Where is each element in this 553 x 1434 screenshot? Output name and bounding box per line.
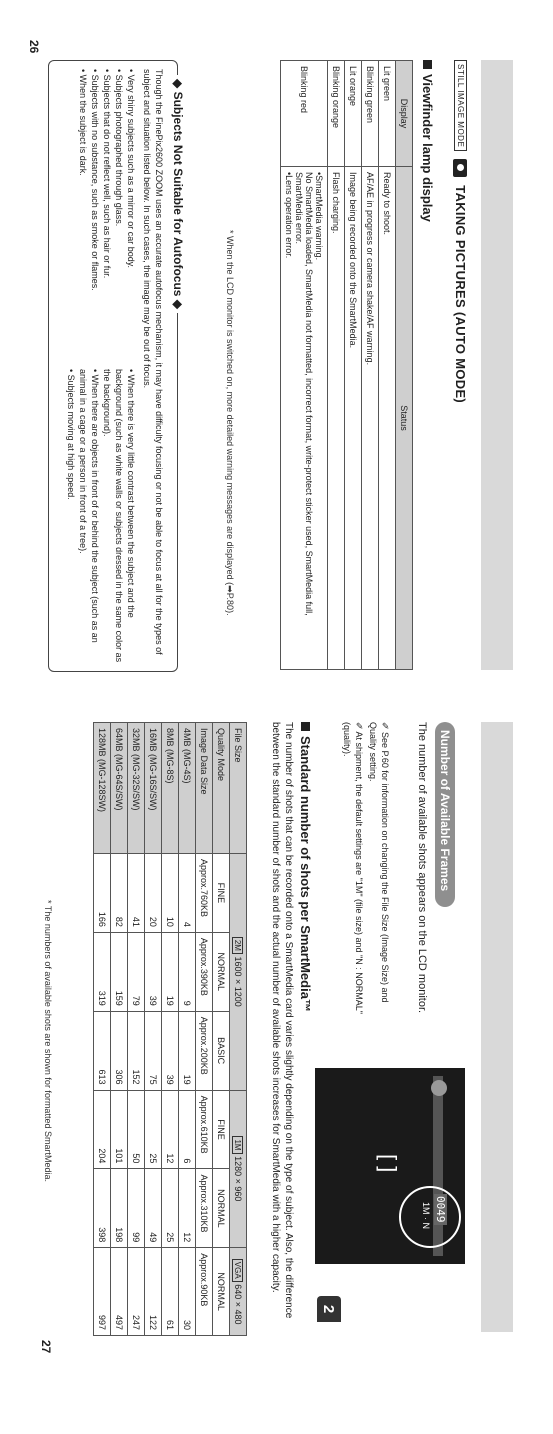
data-size-cell: Approx.610KB — [196, 1090, 213, 1169]
data-size-cell: Approx.760KB — [196, 854, 213, 933]
lcd-mode: 1M · N — [421, 1202, 431, 1229]
shots-cell: 79 — [128, 932, 145, 1011]
autofocus-intro: Though the FinePix2600 ZOOM uses an accurate autofocus mechanism, it may have difficulty focusing or not be able to focus at all for the types of subject and situation listed below. In such cases, the image may be out of focus. — [142, 69, 164, 655]
list-item: • Subjects with no substance, such as smoke or flames. — [90, 69, 100, 291]
table-row — [111, 723, 128, 1336]
shots-cell: 50 — [128, 1090, 145, 1169]
data-size-cell: Approx.90KB — [196, 1248, 213, 1336]
status-cell: Ready to shoot. — [379, 167, 396, 670]
frames-text: The number of available shots appears on the LCD monitor. — [416, 722, 428, 1014]
shots-cell: 122 — [145, 1248, 162, 1336]
data-size-cell: Approx.200KB — [196, 1011, 213, 1090]
viewfinder-table — [280, 60, 413, 670]
standard-text: The number of shots that can be recorded onto a SmartMedia card varies slightly depending on the type of subject. Also, the difference between the standard number of shots and the actual number of available shots increases for SmartMedia with a higher capacity. — [270, 722, 294, 1319]
table-note: * The numbers of available shots are shown for formatted SmartMedia. — [43, 900, 53, 1182]
table-row — [94, 723, 111, 1336]
col-status: Status — [396, 167, 413, 670]
list-item: • Subjects photographed through glass. — [114, 69, 124, 227]
list-item: • When there is very little contrast between the subject and the background (such as white walls or subjects dressed in the same color as the background). — [102, 369, 136, 663]
shots-cell: 82 — [111, 854, 128, 933]
list-item: • Subjects that do not reflect well, such as hair or fur. — [102, 69, 112, 279]
shots-cell: 49 — [145, 1169, 162, 1248]
shots-cell: 159 — [111, 932, 128, 1011]
shots-cell: 41 — [128, 854, 145, 933]
data-size-cell: Approx.390KB — [196, 932, 213, 1011]
list-item: • Subjects moving at high speed. — [66, 369, 76, 500]
col-display: Display — [396, 61, 413, 167]
shots-cell: 10 — [162, 854, 179, 933]
viewfinder-note: * When the LCD monitor is switched on, more detailed warning messages are displayed (➡P.80). — [225, 230, 235, 616]
shots-cell: 39 — [162, 1011, 179, 1090]
status-cell: AF/AE in progress or camera shake/AF warning. — [362, 167, 379, 670]
row-label: Image Data Size — [196, 723, 213, 854]
frames-title: Number of Available Frames — [435, 722, 455, 907]
shots-cell: 25 — [162, 1169, 179, 1248]
shots-cell: 101 — [111, 1090, 128, 1169]
lcd-mode-icon — [431, 1080, 447, 1096]
square-bullet-icon — [301, 722, 310, 731]
table-row — [162, 723, 179, 1336]
table-row — [281, 61, 328, 670]
shots-cell: 61 — [162, 1248, 179, 1336]
standard-heading — [298, 722, 313, 1012]
section-header — [453, 60, 468, 403]
page-number-left: 26 — [27, 40, 41, 54]
shots-cell: 4 — [179, 854, 196, 933]
quality-cell: FINE — [213, 1090, 230, 1169]
lcd-count: 0049 — [434, 1196, 447, 1223]
size-label: 1280 × 960 — [233, 1156, 243, 1202]
shots-cell: 166 — [94, 854, 111, 933]
autofocus-title: ◆ Subjects Not Suitable for Autofocus ◆ — [171, 75, 185, 313]
size-group — [230, 1090, 247, 1248]
shots-cell: 319 — [94, 932, 111, 1011]
data-size-cell: Approx.310KB — [196, 1169, 213, 1248]
table-row — [328, 61, 345, 670]
shots-cell: 30 — [179, 1248, 196, 1336]
chapter-tab: 2 — [317, 1296, 341, 1322]
table-row — [128, 723, 145, 1336]
note-icon: ✐ — [380, 722, 390, 733]
list-item: • When there are objects in front of or behind the subject (such as an animal in a cage or a person in front of a tree). — [78, 369, 100, 643]
shots-cell: 19 — [179, 1011, 196, 1090]
table-row — [179, 723, 196, 1336]
shots-cell: 12 — [162, 1090, 179, 1169]
page-number-right: 27 — [39, 1340, 53, 1354]
shots-cell: 247 — [128, 1248, 145, 1336]
table-row — [379, 61, 396, 670]
viewfinder-heading — [420, 60, 435, 222]
shots-cell: 6 — [179, 1090, 196, 1169]
lcd-monitor — [315, 1068, 465, 1264]
header-bar-left — [481, 60, 513, 670]
list-item: • Very shiny subjects such as a mirror or car body. — [126, 69, 136, 269]
table-row — [362, 61, 379, 670]
rotated-spread — [13, 0, 553, 1388]
shots-cell: 398 — [94, 1169, 111, 1248]
table-row — [145, 723, 162, 1336]
shots-cell: 39 — [145, 932, 162, 1011]
size-label: 1600 × 1200 — [233, 956, 243, 1007]
note2-text: At shipment, the default settings are "1M" (file size) and "N : NORMAL" (quality). — [342, 722, 364, 1014]
size-group — [230, 854, 247, 1091]
autofocus-box — [48, 60, 185, 672]
shots-cell: 19 — [162, 932, 179, 1011]
display-cell: Lit green — [379, 61, 396, 167]
quality-cell: NORMAL — [213, 1248, 230, 1336]
display-cell: Blinking orange — [328, 61, 345, 167]
shots-cell: 997 — [94, 1248, 111, 1336]
size-icon: 2M — [232, 937, 243, 954]
standard-heading-text: Standard number of shots per SmartMedia™ — [298, 736, 313, 1012]
spread — [13, 0, 553, 1388]
status-cell: Flash charging. — [328, 167, 345, 670]
display-cell: Blinking red — [281, 61, 328, 167]
status-cell: •SmartMedia warning. No SmartMedia loaded, SmartMedia not formatted, incorrect format, write-protect sticker used, SmartMedia full, SmartMedia error. •Lens operation error. — [281, 167, 328, 670]
row-label: File Size — [230, 723, 247, 854]
shots-cell: 9 — [179, 932, 196, 1011]
media-label: 4MB (MG-4S) — [179, 723, 196, 854]
lcd-circle — [399, 1186, 461, 1248]
media-label: 16MB (MG-16S/SW) — [145, 723, 162, 854]
size-group — [230, 1248, 247, 1336]
shots-cell: 20 — [145, 854, 162, 933]
size-icon: VGA — [232, 1259, 243, 1282]
autofocus-right-list — [65, 369, 137, 663]
lcd-focus-bracket: [ ] — [376, 1154, 401, 1173]
shots-cell: 198 — [111, 1169, 128, 1248]
size-icon: 1M — [232, 1136, 243, 1153]
size-label: 640 × 480 — [233, 1284, 243, 1325]
square-bullet-icon — [423, 60, 432, 69]
row-label: Quality Mode — [213, 723, 230, 854]
table-header-row — [230, 723, 247, 1336]
mode-badge: STILL IMAGE MODE — [454, 60, 467, 151]
shots-cell: 12 — [179, 1169, 196, 1248]
media-label: 64MB (MG-64S/SW) — [111, 723, 128, 854]
quality-cell: FINE — [213, 854, 230, 933]
autofocus-left-list — [77, 69, 137, 359]
shots-cell: 306 — [111, 1011, 128, 1090]
shots-cell: 25 — [145, 1090, 162, 1169]
frames-note2 — [341, 722, 365, 1032]
media-label: 8MB (MG-8S) — [162, 723, 179, 854]
table-row — [345, 61, 362, 670]
display-cell: Lit orange — [345, 61, 362, 167]
note-icon: ✐ — [354, 722, 364, 732]
page-title: TAKING PICTURES (AUTO MODE) — [453, 185, 468, 404]
quality-cell: BASIC — [213, 1011, 230, 1090]
data-size-row — [196, 723, 213, 1336]
shots-cell: 613 — [94, 1011, 111, 1090]
quality-cell: NORMAL — [213, 1169, 230, 1248]
quality-row — [213, 723, 230, 1336]
viewfinder-heading-text: Viewfinder lamp display — [420, 74, 435, 222]
status-cell: Image being recorded onto the SmartMedia. — [345, 167, 362, 670]
shots-cell: 497 — [111, 1248, 128, 1336]
shots-cell: 75 — [145, 1011, 162, 1090]
media-label: 32MB (MG-32S/SW) — [128, 723, 145, 854]
note1-text: See P.60 for information on changing the File Size (Image Size) and Quality setting. — [368, 722, 390, 1003]
frames-note1 — [367, 722, 391, 1032]
media-label: 128MB (MG-128SW) — [94, 723, 111, 854]
shots-cell: 152 — [128, 1011, 145, 1090]
camera-icon — [454, 159, 468, 177]
display-cell: Blinking green — [362, 61, 379, 167]
shots-cell: 99 — [128, 1169, 145, 1248]
list-item: • When the subject is dark. — [78, 69, 88, 176]
header-bar-right — [481, 722, 513, 1332]
shots-cell: 204 — [94, 1090, 111, 1169]
shots-table — [93, 722, 247, 1336]
quality-cell: NORMAL — [213, 932, 230, 1011]
